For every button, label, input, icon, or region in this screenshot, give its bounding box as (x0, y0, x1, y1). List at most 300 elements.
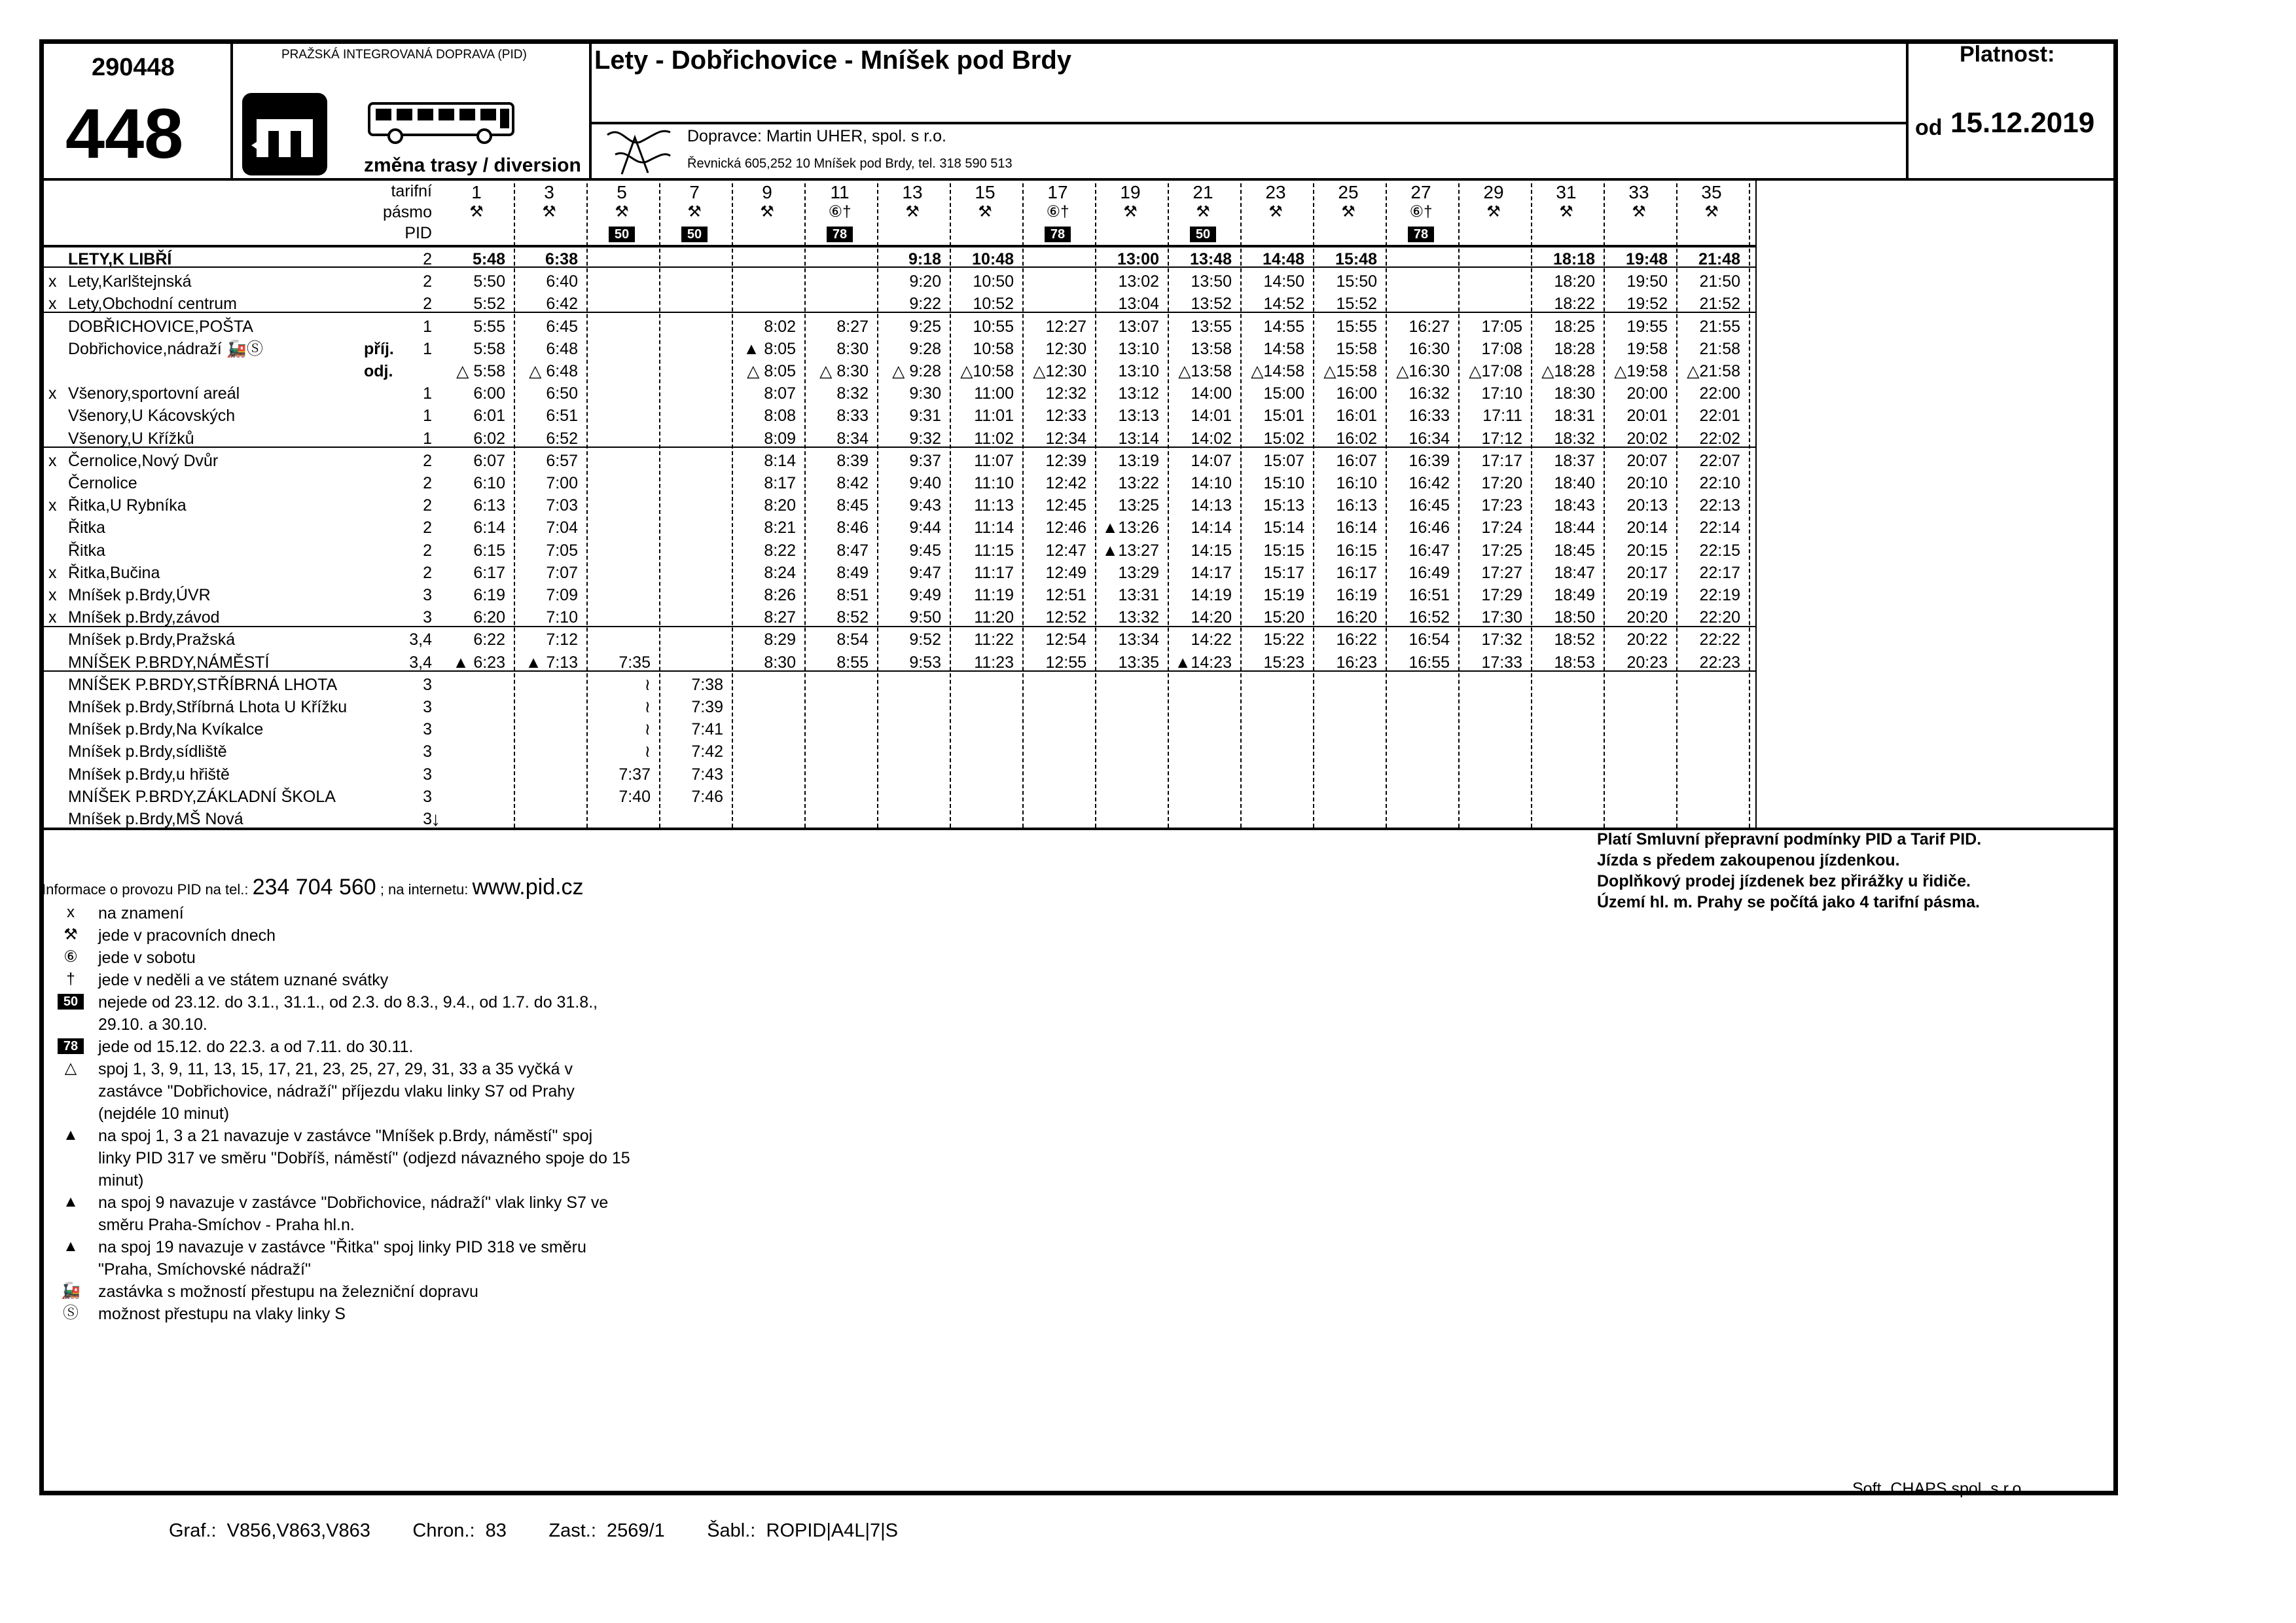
info-phone[interactable]: 234 704 560 (252, 875, 376, 900)
departure-time: 8:42 (836, 474, 869, 492)
departure-time: 11:13 (974, 496, 1014, 515)
departure-time: 8:14 (764, 451, 796, 470)
departure-time: 6:14 (473, 519, 505, 538)
departure-time: 8:45 (836, 496, 869, 515)
departure-time: 6:02 (473, 429, 505, 448)
legend-text: (nejdéle 10 minut) (98, 1104, 230, 1123)
route-title: Lety - Dobřichovice - Mníšek pod Brdy (594, 46, 1072, 75)
departure-time: 8:39 (836, 451, 869, 470)
departure-time: 13:25 (1118, 496, 1159, 515)
info-web[interactable]: www.pid.cz (472, 875, 584, 900)
departure-time: 7:42 (691, 742, 723, 761)
trip-number: 33 (1628, 182, 1649, 202)
legend-text: na znamení (98, 904, 184, 922)
departure-time: 20:14 (1626, 519, 1668, 538)
departure-time: 14:07 (1191, 451, 1232, 470)
departure-time: 17:30 (1481, 608, 1522, 627)
zone-label: pásmo (382, 203, 432, 221)
departure-time: 16:01 (1336, 407, 1377, 426)
departure-time: 10:50 (973, 272, 1014, 291)
legend-text: na spoj 9 navazuje v zastávce "Dobřichovice, nádraží" vlak linky S7 ve (98, 1194, 609, 1212)
trip-number: 25 (1338, 182, 1359, 202)
departure-time: 6:07 (473, 451, 505, 470)
arrival-departure-label: odj. (364, 362, 393, 380)
departure-time: 6:50 (546, 384, 578, 403)
departure-time: 18:37 (1554, 451, 1595, 470)
legend-text: zastávka s možností přestupu na železniční dopravu (98, 1283, 478, 1301)
departure-time: ≀ (644, 742, 651, 761)
trip-days-icon: ⚒ (978, 203, 992, 221)
departure-time: 7:09 (546, 586, 578, 604)
departure-time: 8:33 (836, 407, 869, 426)
departure-time: 10:48 (972, 250, 1014, 268)
departure-time: △ 9:28 (892, 362, 941, 380)
departure-time: 15:02 (1263, 429, 1304, 448)
on-request-mark: x (48, 496, 57, 515)
departure-time: 9:53 (909, 653, 941, 672)
departure-time: 15:20 (1263, 608, 1304, 627)
stop-zone: 3 (423, 675, 432, 694)
footer (169, 1522, 898, 1541)
departure-time: 20:10 (1626, 474, 1668, 492)
info-web-label: ; na internetu: (380, 881, 469, 898)
stop-zone: 2 (423, 563, 432, 582)
terminus-arrow-icon: ↓ (431, 809, 440, 830)
validity-prefix: od (1915, 115, 1943, 140)
departure-time: 18:22 (1554, 295, 1595, 314)
departure-time: 8:54 (836, 630, 869, 649)
departure-time: 5:50 (473, 272, 505, 291)
column-separator (586, 183, 588, 828)
stop-name: Černolice,Nový Dvůr (68, 451, 219, 470)
header-divider (1906, 41, 1909, 179)
departure-time: 6:13 (473, 496, 505, 515)
departure-time: 7:38 (691, 675, 723, 694)
zast-label: Zast.: (548, 1520, 596, 1541)
stop-zone: 3 (423, 720, 432, 739)
trip-restriction-code: 78 (1045, 227, 1071, 242)
departure-time: 11:19 (974, 586, 1014, 604)
departure-time: 17:24 (1481, 519, 1522, 538)
departure-time: 7:35 (619, 653, 651, 672)
departure-time: 12:45 (1045, 496, 1086, 515)
stop-zone: 3 (423, 765, 432, 784)
departure-time: 6:38 (545, 250, 578, 268)
departure-time: 14:48 (1263, 250, 1304, 268)
trip-days-icon: ⚒ (1268, 203, 1283, 221)
zast-value: 2569/1 (607, 1520, 665, 1541)
departure-time: 22:14 (1699, 519, 1740, 538)
departure-time: △15:58 (1323, 362, 1377, 380)
legend-text: "Praha, Smíchovské nádraží" (98, 1260, 311, 1279)
departure-time: 8:34 (836, 429, 869, 448)
departure-time: 17:23 (1481, 496, 1522, 515)
table-right-line (1755, 178, 1757, 829)
stop-name: Řitka,Bučina (68, 563, 160, 582)
trip-days-icon: ⚒ (1123, 203, 1138, 221)
stop-zone: 1 (423, 384, 432, 403)
departure-time: 9:43 (909, 496, 941, 515)
departure-time: 17:33 (1481, 653, 1522, 672)
stop-name: Mníšek p.Brdy,Pražská (68, 630, 236, 649)
departure-time: 22:19 (1699, 586, 1740, 604)
carrier-name: Dopravce: Martin UHER, spol. s r.o. (687, 127, 946, 145)
trip-number: 1 (471, 182, 482, 202)
stop-name: Lety,Karlštejnská (68, 272, 192, 291)
departure-time: 8:49 (836, 563, 869, 582)
departure-time: 18:50 (1554, 608, 1595, 627)
legend-text: nejede od 23.12. do 3.1., 31.1., od 2.3. do 8.3., 9.4., od 1.7. do 31.8., (98, 993, 598, 1012)
departure-time: 16:27 (1408, 317, 1450, 336)
departure-time: 22:02 (1699, 429, 1740, 448)
on-request-mark: x (48, 563, 57, 582)
stop-name: Mníšek p.Brdy,ÚVR (68, 586, 211, 604)
departure-time: △ 8:05 (747, 362, 796, 380)
departure-time: 14:10 (1191, 474, 1232, 492)
legend-text: linky PID 317 ve směru "Dobříš, náměstí" (odjezd návazného spoje do 15 (98, 1149, 630, 1167)
departure-time: 14:14 (1191, 519, 1232, 538)
departure-time: 13:02 (1118, 272, 1159, 291)
legend-text: na spoj 19 navazuje v zastávce "Řitka" spoj linky PID 318 ve směru (98, 1238, 586, 1256)
departure-time: 6:01 (473, 407, 505, 426)
pid-logo (241, 92, 329, 177)
departure-time: 9:25 (909, 317, 941, 336)
departure-time: 8:20 (764, 496, 796, 515)
trip-days-icon: ⚒ (1341, 203, 1355, 221)
stop-name: Černolice (68, 474, 137, 492)
departure-time: 16:52 (1408, 608, 1450, 627)
departure-time: 6:20 (473, 608, 505, 627)
departure-time: 15:10 (1263, 474, 1304, 492)
column-separator (1458, 183, 1460, 828)
trip-number: 19 (1120, 182, 1141, 202)
departure-time: 11:15 (974, 541, 1014, 560)
stop-name: Mníšek p.Brdy,u hřiště (68, 765, 230, 784)
departure-time: 12:34 (1045, 429, 1086, 448)
departure-time: 8:27 (764, 608, 796, 627)
departure-time: 15:55 (1336, 317, 1377, 336)
departure-time: 11:10 (974, 474, 1014, 492)
sabl-label: Šabl.: (707, 1520, 756, 1541)
departure-time: 12:30 (1045, 339, 1086, 358)
trip-restriction-code: 78 (1408, 227, 1434, 242)
condition-note: Území hl. m. Prahy se počítá jako 4 tarifní pásma. (1597, 893, 1980, 911)
departure-time: 16:14 (1336, 519, 1377, 538)
departure-time: 7:04 (546, 519, 578, 538)
stop-name: Dobřichovice,nádraží 🚂Ⓢ (68, 339, 263, 358)
trip-number: 21 (1193, 182, 1213, 202)
stop-zone: 1 (423, 317, 432, 336)
departure-time: 20:17 (1626, 563, 1668, 582)
departure-time: 18:30 (1554, 384, 1595, 403)
departure-time: 8:08 (764, 407, 796, 426)
departure-time: 18:25 (1554, 317, 1595, 336)
column-separator (1168, 183, 1169, 828)
departure-time: 13:50 (1191, 272, 1232, 291)
legend-text: možnost přestupu na vlaky linky S (98, 1305, 346, 1323)
departure-time: 8:27 (836, 317, 869, 336)
stop-name: MNÍŠEK P.BRDY,STŘÍBRNÁ LHOTA (68, 675, 338, 694)
departure-time: 11:07 (974, 451, 1014, 470)
departure-time: 22:22 (1699, 630, 1740, 649)
legend-symbol: ⚒ (63, 926, 78, 943)
column-separator (514, 183, 515, 828)
departure-time: 9:22 (909, 295, 941, 314)
departure-time: 5:52 (473, 295, 505, 314)
stop-zone: 3 (423, 586, 432, 604)
departure-time: ▲ 7:13 (525, 653, 578, 672)
legend-symbol: ▲ (63, 1126, 79, 1144)
departure-time: 15:07 (1263, 451, 1304, 470)
departure-time: 13:32 (1118, 608, 1159, 627)
departure-time: 13:35 (1118, 653, 1159, 672)
departure-time: 20:23 (1626, 653, 1668, 672)
departure-time: 19:58 (1626, 339, 1668, 358)
trip-days-icon: ⚒ (1196, 203, 1210, 221)
column-separator (1676, 183, 1677, 828)
departure-time: 7:37 (619, 765, 651, 784)
on-request-mark: x (48, 608, 57, 627)
departure-time: 9:49 (909, 586, 941, 604)
departure-time: 11:02 (974, 429, 1014, 448)
departure-time: 17:05 (1481, 317, 1522, 336)
stop-zone: 3,4 (409, 653, 432, 672)
departure-time: 7:10 (546, 608, 578, 627)
carrier-logo (602, 122, 674, 178)
departure-time: 14:20 (1191, 608, 1232, 627)
departure-time: 16:17 (1336, 563, 1377, 582)
departure-time: 7:43 (691, 765, 723, 784)
tariff-label: tarifní (391, 182, 432, 200)
condition-note: Platí Smluvní přepravní podmínky PID a Tarif PID. (1597, 830, 1982, 848)
departure-time: 15:58 (1336, 339, 1377, 358)
pid-label: PID (404, 224, 432, 242)
departure-time: 8:21 (764, 519, 796, 538)
validity-label: Platnost: (1960, 42, 2055, 67)
table-head-line (41, 245, 1755, 247)
departure-time: 17:12 (1481, 429, 1522, 448)
timetable-code: 290448 (92, 54, 175, 81)
legend-code: 50 (58, 994, 84, 1010)
trip-number: 17 (1047, 182, 1068, 202)
trip-restriction-code: 50 (609, 227, 635, 242)
legend-symbol: ⑥ (63, 948, 78, 966)
departure-time: 15:00 (1263, 384, 1304, 403)
stop-zone: 3 (423, 742, 432, 761)
stop-zone: 2 (423, 451, 432, 470)
departure-time: 6:15 (473, 541, 505, 560)
legend-text: 29.10. a 30.10. (98, 1015, 207, 1034)
trip-number: 29 (1483, 182, 1504, 202)
departure-time: 12:27 (1045, 317, 1086, 336)
departure-time: 9:31 (909, 407, 941, 426)
trip-restriction-code: 50 (681, 227, 708, 242)
departure-time: ▲14:23 (1174, 653, 1232, 672)
departure-time: 6:19 (473, 586, 505, 604)
departure-time: 13:00 (1117, 250, 1159, 268)
departure-time: 22:17 (1699, 563, 1740, 582)
departure-time: 20:00 (1626, 384, 1668, 403)
departure-time: 16:47 (1408, 541, 1450, 560)
departure-time: 15:48 (1335, 250, 1377, 268)
departure-time: 13:04 (1118, 295, 1159, 314)
departure-time: ▲13:27 (1102, 541, 1159, 560)
header-divider (230, 41, 233, 179)
stop-zone: 2 (423, 295, 432, 314)
departure-time: 18:45 (1554, 541, 1595, 560)
departure-time: 8:24 (764, 563, 796, 582)
legend-code: 78 (58, 1038, 84, 1054)
stop-zone: 3 (423, 608, 432, 627)
departure-time: 19:52 (1626, 295, 1668, 314)
departure-time: 6:51 (546, 407, 578, 426)
trip-number: 3 (544, 182, 554, 202)
departure-time: 6:17 (473, 563, 505, 582)
legend-symbol: ▲ (63, 1193, 79, 1211)
departure-time: 9:18 (908, 250, 941, 268)
legend-text: spoj 1, 3, 9, 11, 13, 15, 17, 21, 23, 25, 27, 29, 31, 33 a 35 vyčká v (98, 1060, 573, 1078)
departure-time: 8:26 (764, 586, 796, 604)
departure-time: 12:47 (1045, 541, 1086, 560)
departure-time: 6:48 (546, 339, 578, 358)
departure-time: 12:54 (1045, 630, 1086, 649)
departure-time: 16:39 (1408, 451, 1450, 470)
departure-time: 11:22 (974, 630, 1014, 649)
departure-time: 8:32 (836, 384, 869, 403)
departure-time: 16:46 (1408, 519, 1450, 538)
departure-time: 12:51 (1045, 586, 1086, 604)
departure-time: 11:01 (974, 407, 1014, 426)
stop-name: Všenory,U Kácovských (68, 407, 236, 426)
stop-name: MNÍŠEK P.BRDY,NÁMĚSTÍ (68, 653, 270, 672)
departure-time: 10:52 (973, 295, 1014, 314)
legend-text: směru Praha-Smíchov - Praha hl.n. (98, 1216, 355, 1234)
departure-time: 11:14 (974, 519, 1014, 538)
stop-zone: 2 (423, 541, 432, 560)
departure-time: 16:07 (1336, 451, 1377, 470)
departure-time: 18:53 (1554, 653, 1595, 672)
departure-time: 18:44 (1554, 519, 1595, 538)
departure-time: 21:58 (1699, 339, 1740, 358)
departure-time: △14:58 (1251, 362, 1304, 380)
departure-time: 9:20 (909, 272, 941, 291)
departure-time: 17:08 (1481, 339, 1522, 358)
stop-zone: 2 (423, 250, 432, 268)
departure-time: 18:28 (1554, 339, 1595, 358)
departure-time: 18:20 (1554, 272, 1595, 291)
trip-number: 15 (975, 182, 996, 202)
column-separator (732, 183, 733, 828)
departure-time: 22:01 (1699, 407, 1740, 426)
departure-time: 16:33 (1408, 407, 1450, 426)
legend-symbol: ▲ (63, 1237, 79, 1255)
chron-value: 83 (485, 1520, 507, 1541)
departure-time: 20:20 (1626, 608, 1668, 627)
graf-label: Graf.: (169, 1520, 217, 1541)
departure-time: 15:19 (1263, 586, 1304, 604)
departure-time: 13:31 (1118, 586, 1159, 604)
departure-time: 16:32 (1408, 384, 1450, 403)
legend-text: jede od 15.12. do 22.3. a od 7.11. do 30.11. (98, 1038, 414, 1056)
departure-time: 15:15 (1263, 541, 1304, 560)
info-label: Informace o provozu PID na tel.: (42, 881, 249, 898)
departure-time: △12:30 (1033, 362, 1086, 380)
departure-time: 17:27 (1481, 563, 1522, 582)
stop-name: Lety,Obchodní centrum (68, 295, 238, 314)
legend-symbol: † (66, 970, 75, 988)
departure-time: 9:40 (909, 474, 941, 492)
departure-time: 13:34 (1118, 630, 1159, 649)
sabl-value: ROPID|A4L|7|S (766, 1520, 899, 1541)
on-request-mark: x (48, 272, 57, 291)
departure-time: 17:25 (1481, 541, 1522, 560)
trip-restriction-code: 50 (1190, 227, 1216, 242)
departure-time: 12:39 (1045, 451, 1086, 470)
departure-time: 20:13 (1626, 496, 1668, 515)
software-credit: Soft. CHAPS spol. s r.o. (1852, 1480, 2026, 1498)
stop-zone: 3,4 (409, 630, 432, 649)
departure-time: 16:13 (1336, 496, 1377, 515)
stop-name: Řitka (68, 519, 105, 538)
departure-time: 8:02 (764, 317, 796, 336)
column-separator (804, 183, 806, 828)
departure-time: 16:15 (1336, 541, 1377, 560)
stop-name: Mníšek p.Brdy,Na Kvíkalce (68, 720, 264, 739)
column-separator (1749, 183, 1750, 828)
departure-time: 20:02 (1626, 429, 1668, 448)
departure-time: 18:49 (1554, 586, 1595, 604)
stop-zone: 2 (423, 519, 432, 538)
departure-time: 17:11 (1482, 407, 1522, 426)
departure-time: 11:20 (974, 608, 1014, 627)
column-separator (1531, 183, 1532, 828)
column-separator (1386, 183, 1387, 828)
departure-time: 14:01 (1191, 407, 1232, 426)
departure-time: 16:02 (1336, 429, 1377, 448)
departure-time: 14:52 (1263, 295, 1304, 314)
departure-time: 5:58 (473, 339, 505, 358)
departure-time: 12:32 (1045, 384, 1086, 403)
departure-time: △ 5:58 (456, 362, 505, 380)
departure-time: 22:07 (1699, 451, 1740, 470)
departure-time: 13:52 (1191, 295, 1232, 314)
departure-time: ▲ 8:05 (743, 339, 796, 358)
departure-time: 22:10 (1699, 474, 1740, 492)
departure-time: 12:33 (1045, 407, 1086, 426)
departure-time: 7:39 (691, 698, 723, 716)
departure-time: 16:54 (1408, 630, 1450, 649)
trip-days-icon: ⚒ (469, 203, 484, 221)
trip-days-icon: ⑥† (828, 203, 852, 221)
bus-icon (367, 100, 517, 144)
trip-days-icon: ⚒ (1632, 203, 1646, 221)
departure-time: 20:01 (1626, 407, 1668, 426)
departure-time: 17:20 (1481, 474, 1522, 492)
departure-time: 14:02 (1191, 429, 1232, 448)
column-separator (877, 183, 878, 828)
header-divider (589, 41, 592, 179)
departure-time: 8:22 (764, 541, 796, 560)
departure-time: 7:12 (546, 630, 578, 649)
departure-time: 13:10 (1118, 362, 1159, 380)
departure-time: 9:44 (909, 519, 941, 538)
stop-name: Mníšek p.Brdy,Stříbrná Lhota U Křížku (68, 698, 348, 716)
header-bottom-line (41, 178, 2115, 181)
column-separator (1604, 183, 1605, 828)
departure-time: 9:50 (909, 608, 941, 627)
departure-time: △16:30 (1396, 362, 1450, 380)
header-divider (589, 122, 1906, 124)
